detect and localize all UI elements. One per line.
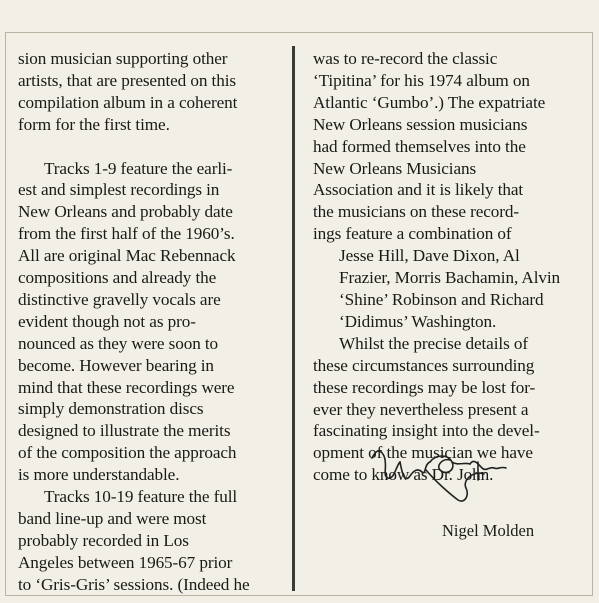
- text-line: Jesse Hill, Dave Dixon, Al: [339, 246, 520, 266]
- text-line: ings feature a combination of: [313, 224, 512, 244]
- text-line: Whilst the precise details of: [339, 333, 528, 353]
- text-line: compilation album in a coherent: [18, 92, 238, 112]
- text-line: come to know as Dr. John.: [313, 465, 494, 485]
- text-line: probably recorded in Los: [18, 530, 189, 550]
- left-column: [18, 48, 290, 596]
- text-line: Tracks 10-19 feature the full: [44, 487, 238, 507]
- text-line: of the composition the approach: [18, 443, 237, 463]
- text-line: designed to illustrate the merits: [18, 421, 231, 441]
- text-line: nounced as they were soon to: [18, 333, 219, 353]
- column-divider: [292, 46, 295, 591]
- text-line: sion musician supporting other: [18, 49, 228, 68]
- text-line: the musicians on these record-: [313, 202, 520, 222]
- text-line: compositions and already the: [18, 268, 217, 288]
- text-line: Angeles between 1965-67 prior: [18, 552, 233, 572]
- text-line: evident though not as pro-: [18, 311, 196, 331]
- text-line: Atlantic ‘Gumbo’.) The expatriate: [313, 92, 546, 112]
- text-line: New Orleans session musicians: [313, 114, 528, 134]
- text-line: All are original Mac Rebennack: [18, 246, 236, 266]
- author-name: Nigel Molden: [442, 521, 535, 540]
- text-line: opment of the musician we have: [313, 443, 533, 463]
- text-line: had formed themselves into the: [313, 136, 526, 156]
- paragraph-gap: [18, 136, 290, 158]
- text-line: Frazier, Morris Bachamin, Alvin: [339, 268, 561, 288]
- text-line: Association and it is likely that: [313, 180, 524, 200]
- text-line: form for the first time.: [18, 114, 170, 134]
- text-line: these circumstances surrounding: [313, 355, 535, 375]
- right-column: [313, 48, 585, 486]
- text-line: artists, that are presented on this: [18, 70, 236, 90]
- text-line: these recordings may be lost for-: [313, 377, 536, 397]
- text-line: Tracks 1-9 feature the earli-: [44, 158, 233, 178]
- text-line: from the first half of the 1960’s.: [18, 224, 235, 244]
- text-line: ever they nevertheless present a: [313, 399, 529, 419]
- text-line: New Orleans Musicians: [313, 158, 477, 178]
- text-line: simply demonstration discs: [18, 399, 204, 419]
- text-line: mind that these recordings were: [18, 377, 235, 397]
- text-line: fascinating insight into the devel-: [313, 421, 540, 441]
- text-line: become. However bearing in: [18, 355, 214, 375]
- text-line: est and simplest recordings in: [18, 180, 220, 200]
- text-line: ‘Didimus’ Washington.: [339, 311, 497, 331]
- text-line: ‘Tipitina’ for his 1974 album on: [313, 70, 530, 90]
- handwritten-signature: [366, 440, 526, 520]
- text-line: distinctive gravelly vocals are: [18, 289, 221, 309]
- text-line: New Orleans and probably date: [18, 202, 233, 222]
- text-line: was to re-record the classic: [313, 49, 498, 68]
- text-line: is more understandable.: [18, 465, 180, 485]
- text-line: to ‘Gris-Gris’ sessions. (Indeed he: [18, 574, 250, 594]
- text-line: ‘Shine’ Robinson and Richard: [339, 289, 544, 309]
- text-line: band line-up and were most: [18, 509, 207, 529]
